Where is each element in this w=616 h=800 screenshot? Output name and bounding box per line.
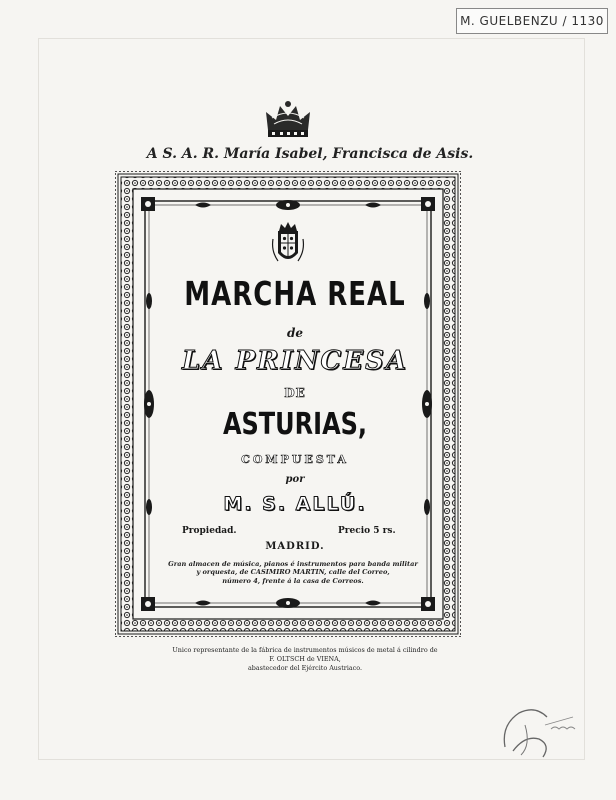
title-de: de — [286, 326, 304, 340]
title-compuesta: COMPUESTA — [241, 453, 349, 466]
title-por: por — [285, 474, 305, 485]
crown-icon — [262, 100, 314, 142]
title-marcha-real: MARCHA REAL — [184, 276, 406, 314]
maker-line: abastecedor del Ejército Austriaco. — [247, 664, 363, 672]
shelfmark-label: M. GUELBENZU / 1130 — [456, 8, 608, 34]
maker-line: Unico representante de la fábrica de instrumentos músicos de metal á cilindro de — [172, 646, 438, 654]
publisher-line: y orquesta, de CASIMIRO MARTIN, calle del Correo, — [196, 568, 390, 577]
rights-label: Propiedad. — [182, 526, 237, 536]
composer-name: M. S. ALLÚ. — [223, 493, 367, 515]
title-asturias: ASTURIAS, — [222, 406, 368, 442]
maker-line: F. OLTSCH de VIENA, — [269, 655, 341, 663]
publisher-line: número 4, frente á la casa de Correos. — [222, 576, 364, 585]
city-label: MADRID. — [265, 541, 325, 552]
price-label: Precio 5 rs. — [338, 526, 396, 536]
publisher-line: Gran almacen de música, pianos é instrumentos para banda militar — [168, 560, 418, 568]
royal-coat-of-arms-icon — [273, 222, 304, 261]
publisher-info — [162, 560, 424, 585]
dedication: A S. A. R. María Isabel, Francisca de Asis. — [146, 146, 474, 162]
title-de-ornate: DE — [284, 386, 306, 400]
library-stamp-icon — [495, 695, 585, 765]
manufacturer-info — [160, 646, 450, 673]
title-la-princesa: LA PRINCESA — [181, 346, 409, 376]
